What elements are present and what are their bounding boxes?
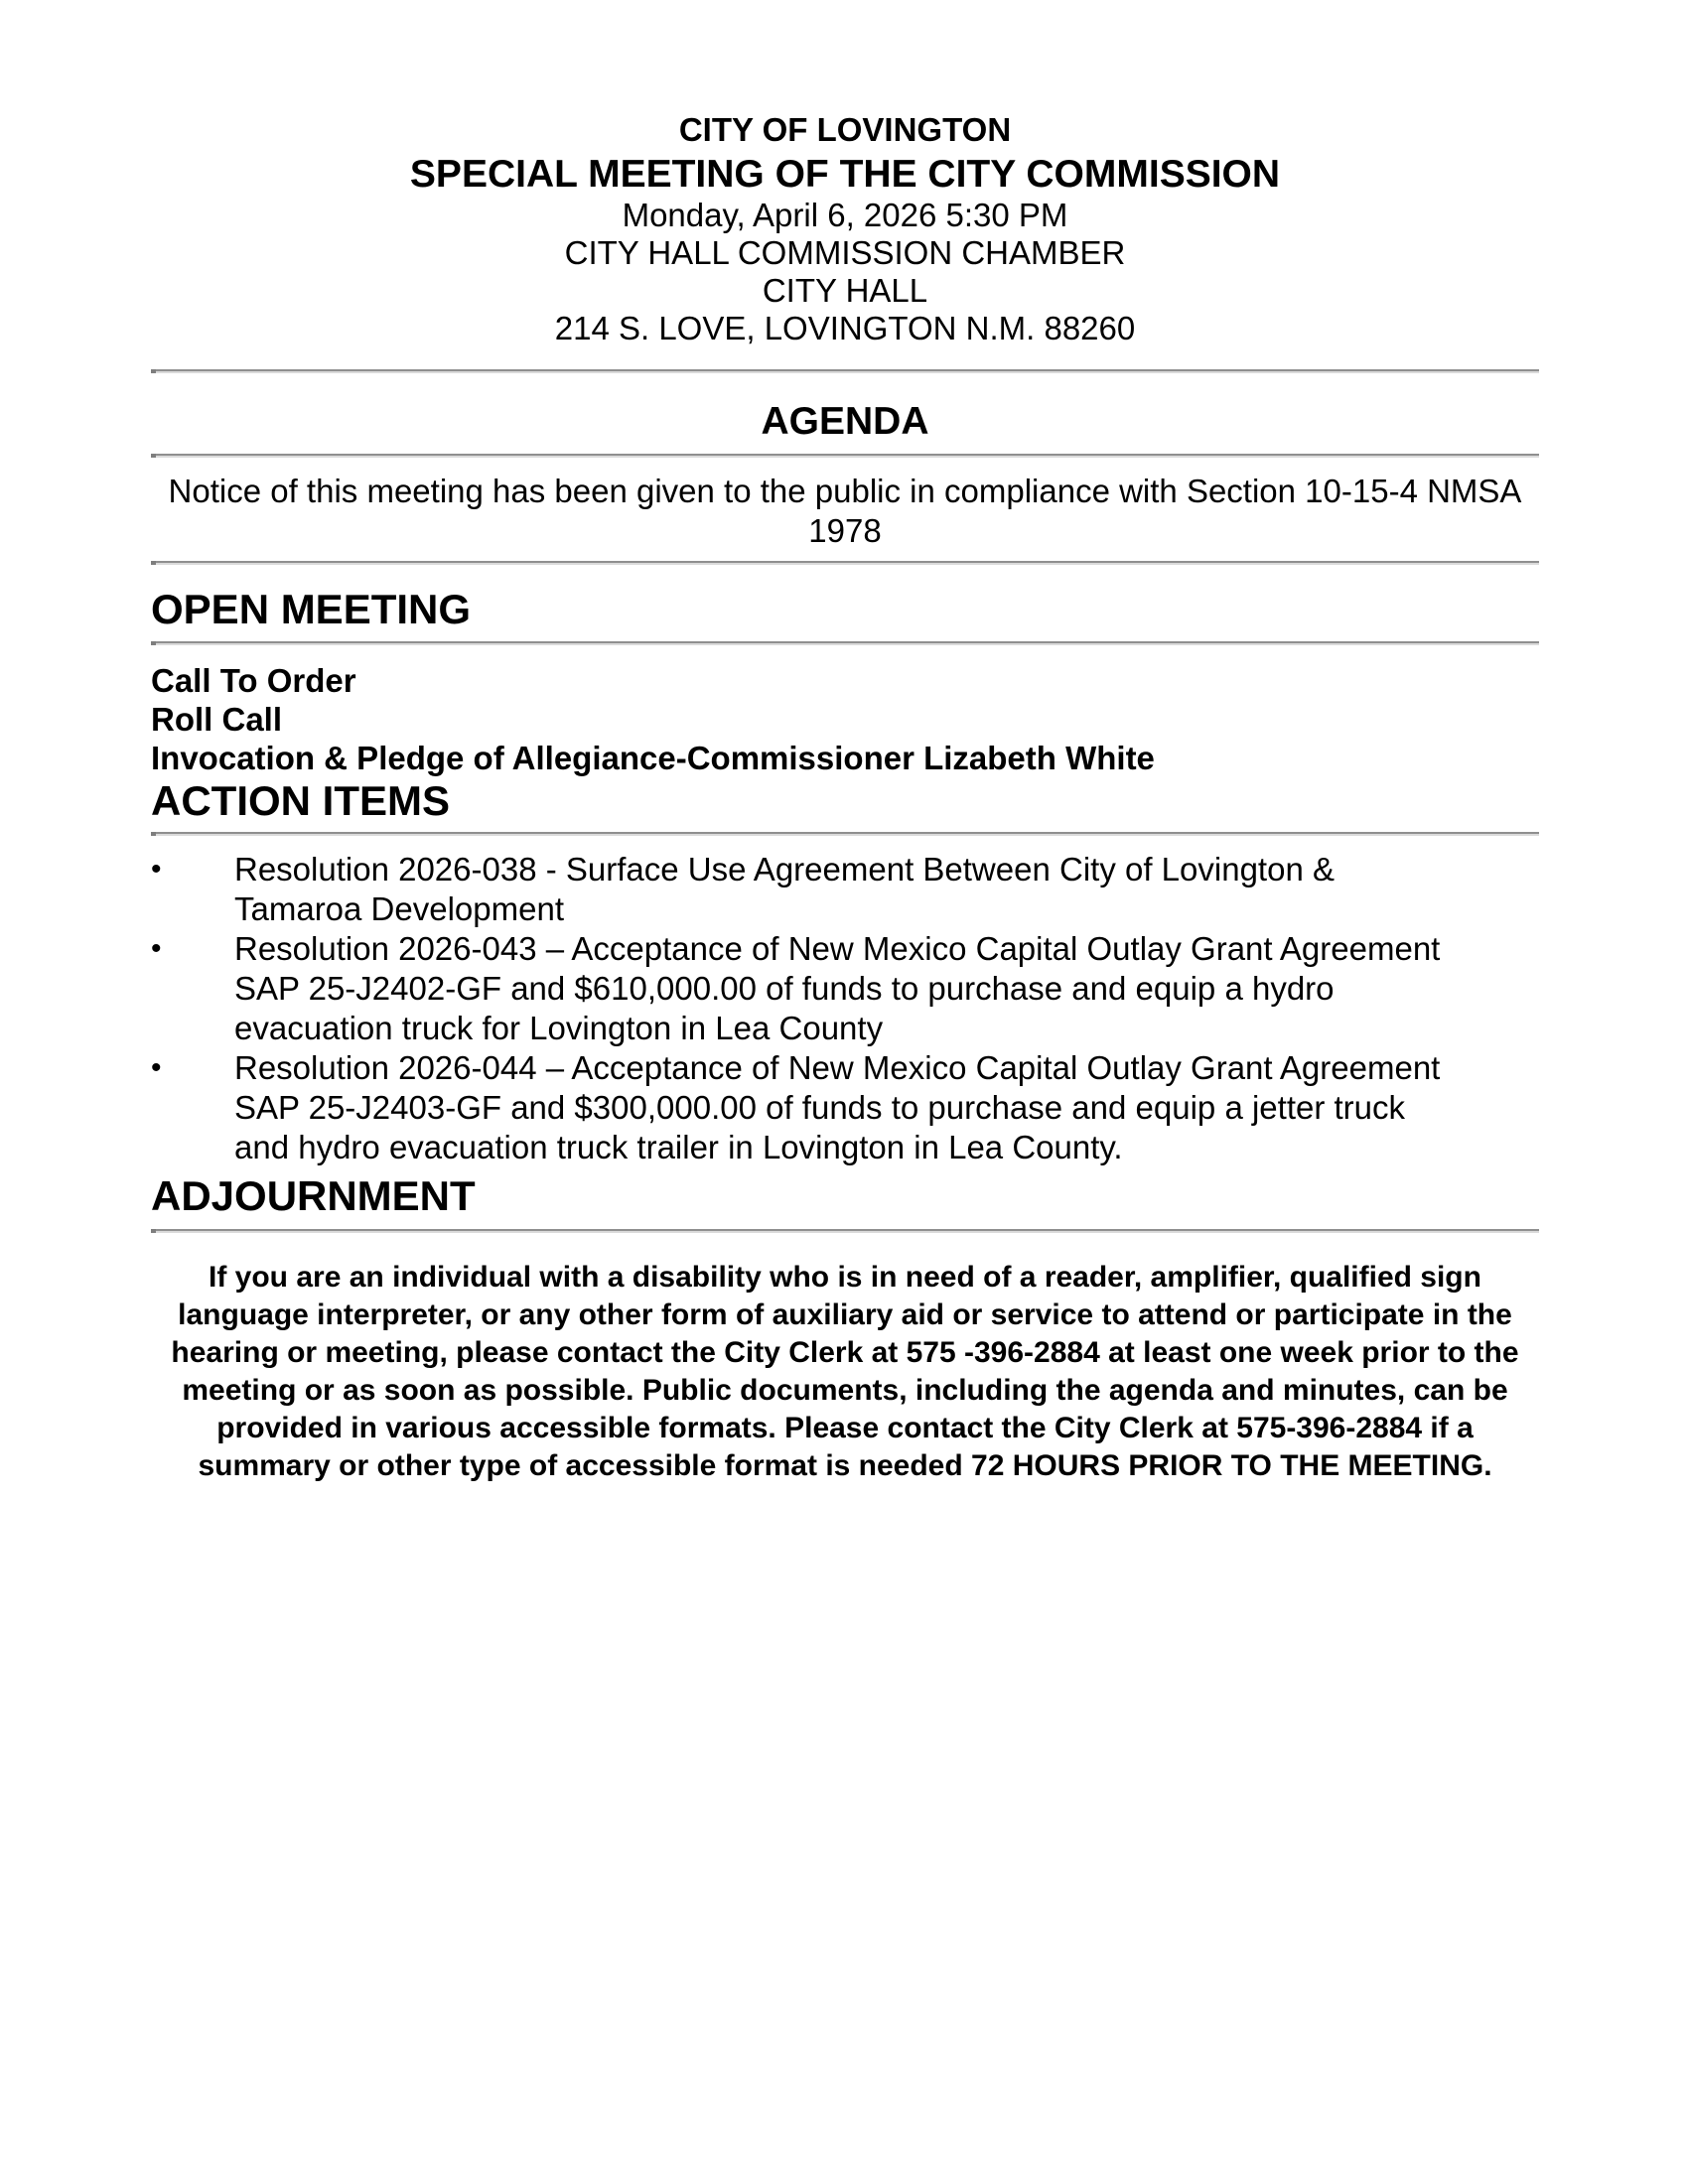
horizontal-rule (151, 832, 1539, 836)
document-header (151, 107, 1539, 347)
action-item-text: Resolution 2026-038 - Surface Use Agreement Between City of Lovington & Tamaroa Development (234, 851, 1335, 927)
section-heading-action-items: ACTION ITEMS (151, 777, 450, 824)
horizontal-rule (151, 561, 1539, 565)
horizontal-rule (151, 641, 1539, 645)
horizontal-rule (151, 1229, 1539, 1233)
agenda-title: AGENDA (761, 400, 929, 443)
horizontal-rule (151, 369, 1539, 373)
header-location-line1: CITY HALL COMMISSION CHAMBER (564, 234, 1126, 271)
bullet-icon: • (151, 853, 162, 886)
open-meeting-items (151, 661, 1539, 777)
action-item-row (151, 929, 1539, 1048)
open-meeting-item: Call To Order (151, 662, 356, 699)
header-meeting-title: SPECIAL MEETING OF THE CITY COMMISSION (409, 153, 1281, 196)
section-heading-open-meeting: OPEN MEETING (151, 586, 472, 632)
header-city-title: CITY OF LOVINGTON (678, 111, 1012, 148)
action-item-text: Resolution 2026-044 – Acceptance of New Mexico Capital Outlay Grant Agreement SAP 25-J2403-GF and $300,000.00 of funds to purchase and equip a jetter truck and hydro evacuation truck trailer in Lovington in Lea County. (234, 1049, 1441, 1165)
bullet-icon: • (151, 932, 162, 965)
open-meeting-item: Invocation & Pledge of Allegiance-Commissioner Lizabeth White (151, 740, 1155, 776)
bullet-icon: • (151, 1051, 162, 1084)
action-item-text: Resolution 2026-043 – Acceptance of New Mexico Capital Outlay Grant Agreement SAP 25-J2402-GF and $610,000.00 of funds to purchase and equip a hydro evacuation truck for Lovington in Lea County (234, 930, 1441, 1046)
horizontal-rule (151, 454, 1539, 458)
action-items-list (151, 850, 1539, 1167)
open-meeting-item: Roll Call (151, 701, 283, 738)
action-item-row (151, 850, 1539, 929)
header-address: 214 S. LOVE, LOVINGTON N.M. 88260 (554, 310, 1136, 346)
header-meeting-datetime: Monday, April 6, 2026 5:30 PM (622, 197, 1068, 233)
section-heading-adjournment: ADJOURNMENT (151, 1172, 476, 1219)
accessibility-notice: If you are an individual with a disability who is in need of a reader, amplifier, qualified sign language interpreter, or any other form of auxiliary aid or service to attend or participate in the hearing or meeting, please contact the City Clerk at 575 -396-2884 at least one week prior to the meeting or as soon as possible. Public documents, including the agenda and minutes, can be provided in various accessible formats. Please contact the City Clerk at 575-396-2884 if a summary or other type of accessible format is needed 72 HOURS PRIOR TO THE MEETING. (171, 1261, 1519, 1482)
action-item-row (151, 1048, 1539, 1167)
header-location-line2: CITY HALL (762, 272, 928, 309)
public-notice-text: Notice of this meeting has been given to the public in compliance with Section 10-15-4 NMSA 1978 (168, 473, 1522, 549)
